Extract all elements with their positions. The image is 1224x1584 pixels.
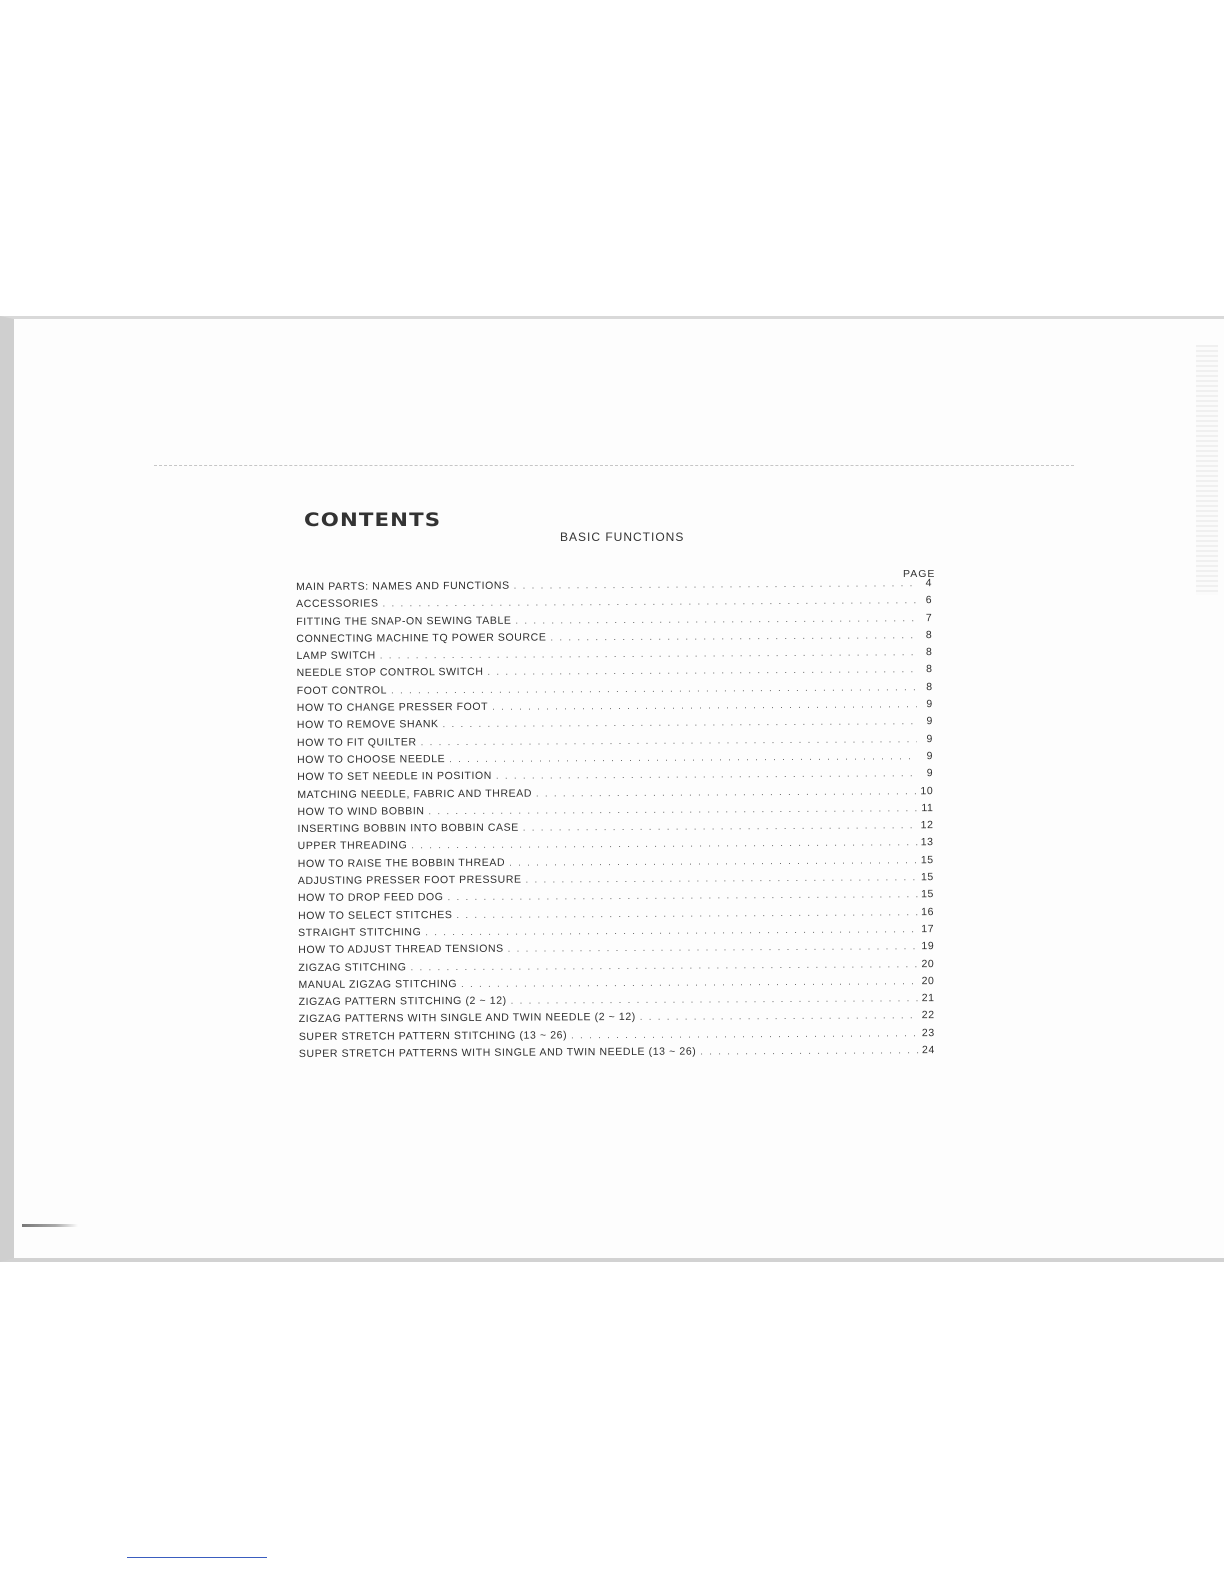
toc-entry-label: NEEDLE STOP CONTROL SWITCH — [296, 666, 484, 680]
toc-entry-page: 22 — [921, 1009, 935, 1022]
toc-entry-page: 9 — [926, 767, 934, 780]
toc-entry-label: ACCESSORIES — [296, 597, 379, 611]
toc-entry-page: 16 — [921, 905, 935, 918]
toc-entry-label: UPPER THREADING — [297, 839, 408, 853]
toc-dot-leader — [700, 1042, 919, 1061]
toc-entry-label: HOW TO RAISE THE BOBBIN THREAD — [297, 856, 506, 870]
toc-entry-label: CONNECTING MACHINE TQ POWER SOURCE — [296, 631, 547, 645]
toc-entry-page: 8 — [926, 680, 933, 693]
toc-entry-page: 9 — [926, 698, 933, 711]
toc-entry-page: 15 — [920, 871, 934, 884]
scan-speckle-strip — [1196, 345, 1218, 595]
toc-entry-label: MAIN PARTS: NAMES AND FUNCTIONS — [296, 579, 510, 593]
toc-entry-page: 23 — [921, 1026, 935, 1039]
toc-entry-page: 10 — [920, 784, 934, 797]
toc-entry-label: FITTING THE SNAP-ON SEWING TABLE — [296, 614, 512, 628]
toc-entry-page: 4 — [925, 577, 933, 590]
toc-entry-page: 13 — [920, 836, 934, 849]
page-column-label: PAGE — [903, 568, 936, 580]
toc-entry-page: 8 — [926, 663, 933, 676]
toc-entry-label: HOW TO WIND BOBBIN — [297, 805, 425, 818]
toc-dot-leader — [550, 627, 916, 647]
table-of-contents — [296, 575, 935, 1063]
toc-entry-label: STRAIGHT STITCHING — [298, 926, 422, 939]
toc-entry-label: MANUAL ZIGZAG STITCHING — [298, 977, 458, 991]
toc-entry-label: SUPER STRETCH PATTERNS WITH SINGLE AND TWIN NEEDLE (13 ~ 26) — [298, 1045, 697, 1061]
toc-entry-page: 20 — [921, 974, 935, 988]
toc-entry-label: ADJUSTING PRESSER FOOT PRESSURE — [297, 873, 522, 888]
toc-entry-label: HOW TO FIT QUILTER — [296, 735, 417, 749]
toc-entry-page: 8 — [925, 629, 933, 642]
toc-entry-label: HOW TO CHANGE PRESSER FOOT — [296, 700, 489, 715]
toc-entry-label: INSERTING BOBBIN INTO BOBBIN CASE — [297, 821, 519, 836]
toc-entry-label: HOW TO REMOVE SHANK — [296, 718, 439, 732]
toc-entry-label: MATCHING NEEDLE, FABRIC AND THREAD — [297, 787, 533, 801]
toc-entry-label: FOOT CONTROL — [296, 684, 388, 697]
toc-entry-page: 9 — [926, 715, 933, 728]
toc-entry-page: 8 — [925, 646, 933, 659]
toc-entry-page: 17 — [921, 923, 935, 936]
toc-dot-leader — [640, 1008, 919, 1027]
contents-title: CONTENTS — [304, 509, 442, 531]
toc-entry-page: 20 — [921, 957, 935, 970]
toc-entry-label: ZIGZAG STITCHING — [298, 960, 407, 974]
toc-entry-page: 11 — [921, 801, 934, 815]
scan-corner-mark — [22, 1224, 78, 1227]
toc-entry-page: 6 — [925, 594, 933, 607]
toc-entry-page: 9 — [926, 750, 934, 763]
toc-entry-page: 21 — [921, 992, 935, 1005]
toc-entry-page: 15 — [921, 888, 934, 901]
toc-dot-leader — [571, 1025, 919, 1044]
section-heading: BASIC FUNCTIONS — [560, 530, 685, 544]
faint-dashed-rule — [154, 465, 1074, 466]
link-underline[interactable] — [127, 1557, 267, 1558]
toc-entry-page: 12 — [920, 819, 934, 832]
toc-entry-label: ZIGZAG PATTERN STITCHING (2 ~ 12) — [298, 994, 507, 1009]
toc-entry-label: HOW TO SELECT STITCHES — [298, 908, 453, 922]
toc-entry-label: SUPER STRETCH PATTERN STITCHING (13 ~ 26) — [298, 1029, 568, 1043]
toc-entry-page: 24 — [921, 1044, 935, 1057]
toc-entry-page: 19 — [921, 940, 935, 953]
toc-entry-label: LAMP SWITCH — [296, 649, 376, 663]
toc-entry-label: ZIGZAG PATTERNS WITH SINGLE AND TWIN NEEDLE (2 ~ 12) — [298, 1011, 636, 1026]
toc-entry-label: HOW TO ADJUST THREAD TENSIONS — [298, 942, 504, 957]
toc-entry-label: HOW TO SET NEEDLE IN POSITION — [297, 770, 493, 784]
toc-entry-page: 15 — [920, 853, 934, 866]
toc-entry-page: 9 — [926, 732, 934, 745]
toc-entry-label: HOW TO CHOOSE NEEDLE — [297, 753, 446, 766]
toc-entry-label: HOW TO DROP FEED DOG — [297, 891, 444, 905]
toc-entry-page: 7 — [925, 611, 933, 624]
